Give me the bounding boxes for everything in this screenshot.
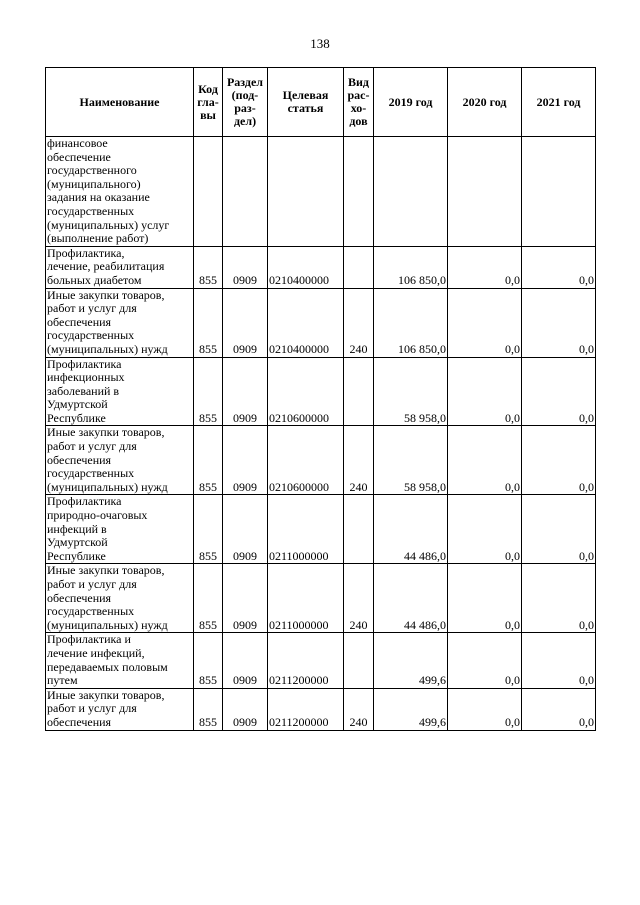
row-target: 0211200000 [268,633,344,688]
row-target: 0211000000 [268,564,344,633]
row-2020: 0,0 [448,564,522,633]
row-section [223,137,268,247]
row-section: 0909 [223,564,268,633]
row-2019 [374,137,448,247]
header-section: Раздел (под- раз- дел) [223,68,268,137]
row-2020 [448,137,522,247]
row-section: 0909 [223,426,268,495]
row-type: 240 [344,564,374,633]
row-code: 855 [194,288,223,357]
row-code: 855 [194,633,223,688]
row-code: 855 [194,246,223,288]
row-type [344,357,374,426]
header-name: Наименование [46,68,194,137]
row-2021: 0,0 [522,426,596,495]
row-2019: 58 958,0 [374,426,448,495]
row-target: 0211200000 [268,688,344,730]
table-row [46,288,596,357]
row-2019: 499,6 [374,688,448,730]
header-target: Целевая статья [268,68,344,137]
row-code: 855 [194,495,223,564]
row-2021: 0,0 [522,633,596,688]
row-code: 855 [194,564,223,633]
table-row [46,633,596,688]
row-name: Профилактика инфекционных заболеваний в Удмуртской Республике [46,357,194,426]
row-code: 855 [194,688,223,730]
row-code: 855 [194,357,223,426]
row-type [344,633,374,688]
table-row [46,426,596,495]
row-2020: 0,0 [448,633,522,688]
row-name: Профилактика и лечение инфекций, передаваемых половым путем [46,633,194,688]
row-code [194,137,223,247]
row-2020: 0,0 [448,357,522,426]
row-2020: 0,0 [448,288,522,357]
row-target: 0210400000 [268,246,344,288]
header-2019: 2019 год [374,68,448,137]
row-2019: 106 850,0 [374,246,448,288]
row-2020: 0,0 [448,495,522,564]
row-2019: 44 486,0 [374,564,448,633]
row-code: 855 [194,426,223,495]
row-section: 0909 [223,288,268,357]
row-name: Иные закупки товаров, работ и услуг для обеспечения [46,688,194,730]
row-type [344,137,374,247]
row-section: 0909 [223,495,268,564]
row-2021: 0,0 [522,495,596,564]
row-name: Профилактика, лечение, реабилитация больных диабетом [46,246,194,288]
header-code: Код гла- вы [194,68,223,137]
row-name: Иные закупки товаров, работ и услуг для обеспечения государственных (муниципальных) нужд [46,564,194,633]
table-row [46,246,596,288]
budget-table [45,67,596,731]
row-target [268,137,344,247]
row-2021: 0,0 [522,288,596,357]
row-2021: 0,0 [522,564,596,633]
table-header-row [46,68,596,137]
row-section: 0909 [223,633,268,688]
row-2021: 0,0 [522,688,596,730]
row-2019: 499,6 [374,633,448,688]
row-2020: 0,0 [448,246,522,288]
row-section: 0909 [223,688,268,730]
row-name: Иные закупки товаров, работ и услуг для обеспечения государственных (муниципальных) нужд [46,288,194,357]
row-section: 0909 [223,246,268,288]
row-target: 0210600000 [268,426,344,495]
row-2019: 44 486,0 [374,495,448,564]
row-name: финансовое обеспечение государственного (муниципального) задания на оказание государственных (муниципальных) услуг (выполнение работ) [46,137,194,247]
row-2019: 58 958,0 [374,357,448,426]
row-type: 240 [344,688,374,730]
row-type [344,495,374,564]
row-2020: 0,0 [448,426,522,495]
header-type: Вид рас- хо- дов [344,68,374,137]
table-row [46,137,596,247]
page-number: 138 [310,36,330,51]
row-name: Иные закупки товаров, работ и услуг для обеспечения государственных (муниципальных) нужд [46,426,194,495]
table-row [46,688,596,730]
row-2021: 0,0 [522,357,596,426]
header-2020: 2020 год [448,68,522,137]
row-2019: 106 850,0 [374,288,448,357]
table-row [46,564,596,633]
row-type: 240 [344,426,374,495]
row-2021: 0,0 [522,246,596,288]
row-type: 240 [344,288,374,357]
row-2021 [522,137,596,247]
row-2020: 0,0 [448,688,522,730]
row-section: 0909 [223,357,268,426]
table-row [46,357,596,426]
row-target: 0211000000 [268,495,344,564]
row-name: Профилактика природно-очаговых инфекций в Удмуртской Республике [46,495,194,564]
row-target: 0210600000 [268,357,344,426]
row-type [344,246,374,288]
header-2021: 2021 год [522,68,596,137]
row-target: 0210400000 [268,288,344,357]
table-row [46,495,596,564]
